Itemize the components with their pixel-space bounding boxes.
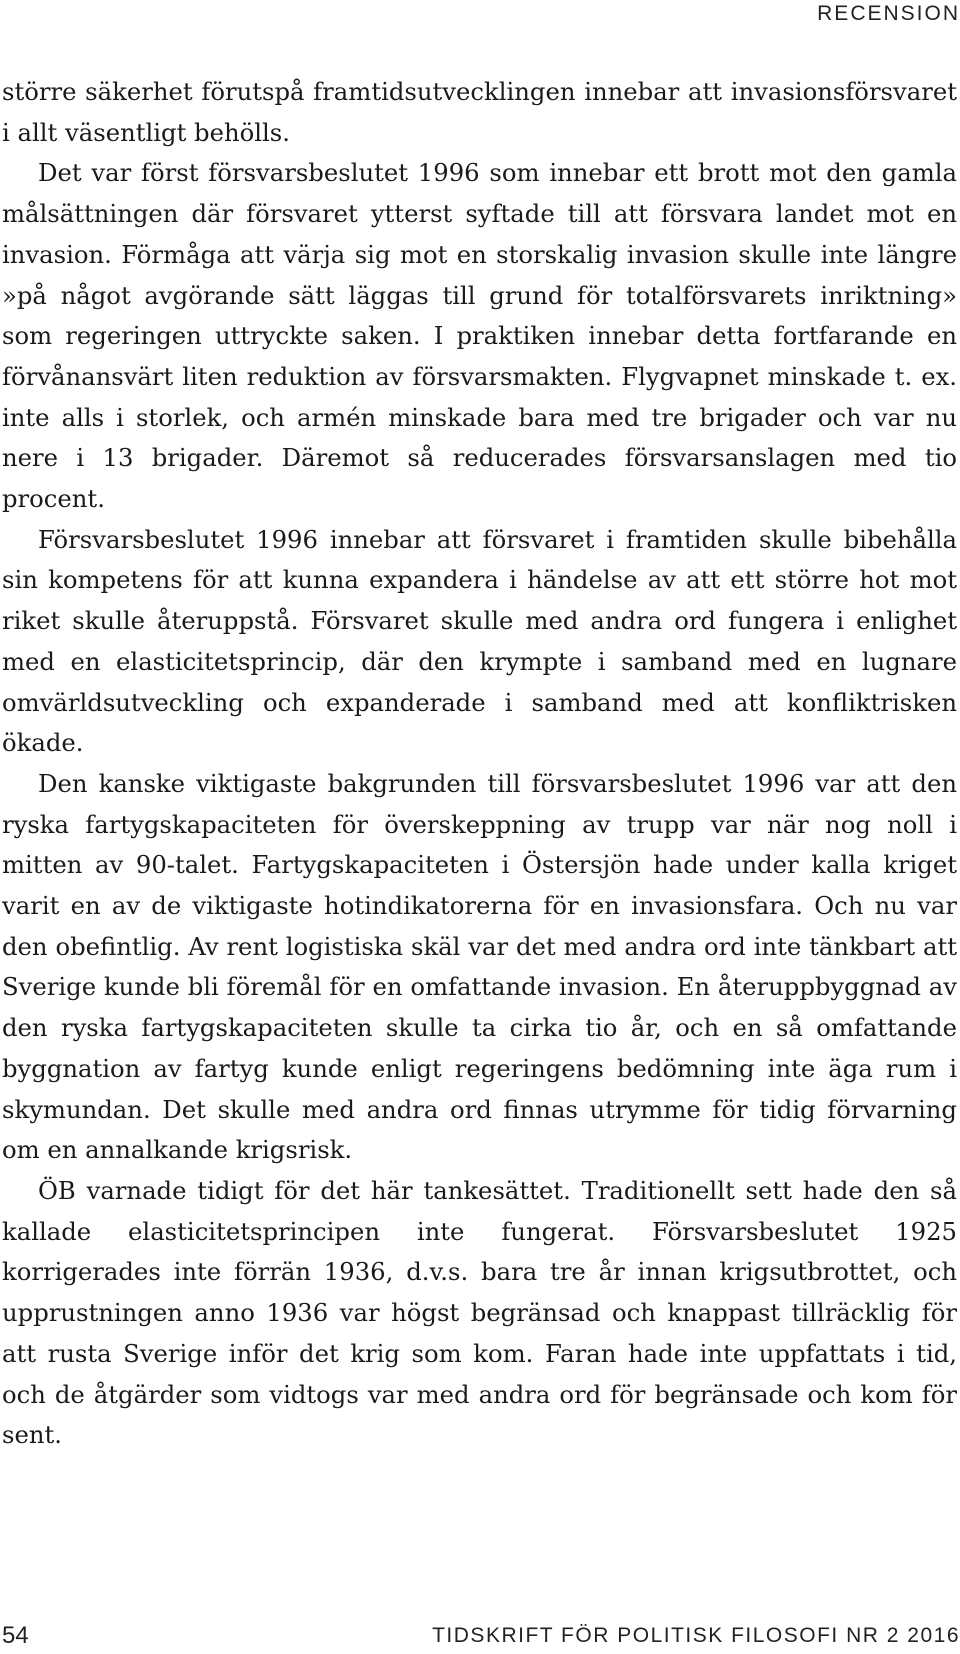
page-number: 54 — [2, 1622, 29, 1649]
journal-title: TIDSKRIFT FÖR POLITISK FILOSOFI NR 2 2016 — [432, 1624, 960, 1647]
paragraph-3: Försvarsbeslutet 1996 innebar att försvaret i framtiden skulle bibehålla sin kompetens för att kunna expandera i händelse av att ett större hot mot riket skulle återuppstå. Försvaret skulle med andra ord fungera i enlighet med en elasticitetsprincip, där den krympte i samband med en lugnare omvärldsutveckling och expanderade i samband med att konfliktrisken ökade. — [2, 524, 957, 758]
running-header: RECENSION — [817, 2, 960, 25]
paragraph-2: Det var först försvarsbeslutet 1996 som innebar ett brott mot den gamla målsättningen där försvaret ytterst syftade till att försvara landet mot en invasion. Förmåga att värja sig mot en storskalig invasion skulle inte längre »på något avgörande sätt läggas till grund för totalförsvarets inriktning» som regeringen uttryckte saken. I praktiken innebar detta fortfarande en förvånansvärt liten reduktion av försvarsmakten. Flygvapnet minskade t. ex. inte alls i storlek, och armén minskade bara med tre brigader och var nu nere i 13 brigader. Däremot så reducerades försvarsanslagen med tio procent. — [2, 158, 957, 514]
paragraph-5: ÖB varnade tidigt för det här tankesättet. Traditionellt sett hade den så kallade elasticitetsprincipen inte fungerat. Försvarsbeslutet 1925 korrigerades inte förrän 1936, d.v.s. bara tre år innan krigsutbrottet, och upprustningen anno 1936 var högst begränsad och knappast tillräcklig för att rusta Sverige inför det krig som kom. Faran hade inte uppfattats i tid, och de åtgärder som vidtogs var med andra ord för begränsade och kom för sent. — [2, 1175, 957, 1450]
paragraph-4: Den kanske viktigaste bakgrunden till försvarsbeslutet 1996 var att den ryska fartygskapaciteten för överskeppning av trupp var när nog noll i mitten av 90-talet. Fartygskapaciteten i Östersjön hade under kalla kriget varit en av de viktigaste hotindikatorerna för en invasionsfara. Och nu var den obefintlig. Av rent logistiska skäl var det med andra ord inte tänkbart att Sverige kunde bli föremål för en omfattande invasion. En återuppbyggnad av den ryska fartygskapaciteten skulle ta cirka tio år, och en så omfattande byggnation av fartyg kunde enligt regeringens bedömning inte äga rum i skymundan. Det skulle med andra ord finnas utrymme för tidig förvarning om en annalkande krigsrisk. — [2, 768, 957, 1165]
article-body — [2, 72, 957, 1456]
page-footer — [0, 1622, 960, 1654]
paragraph-1: större säkerhet förutspå framtidsutvecklingen innebar att invasionsförsvaret i allt väsentligt behölls. — [2, 77, 957, 147]
